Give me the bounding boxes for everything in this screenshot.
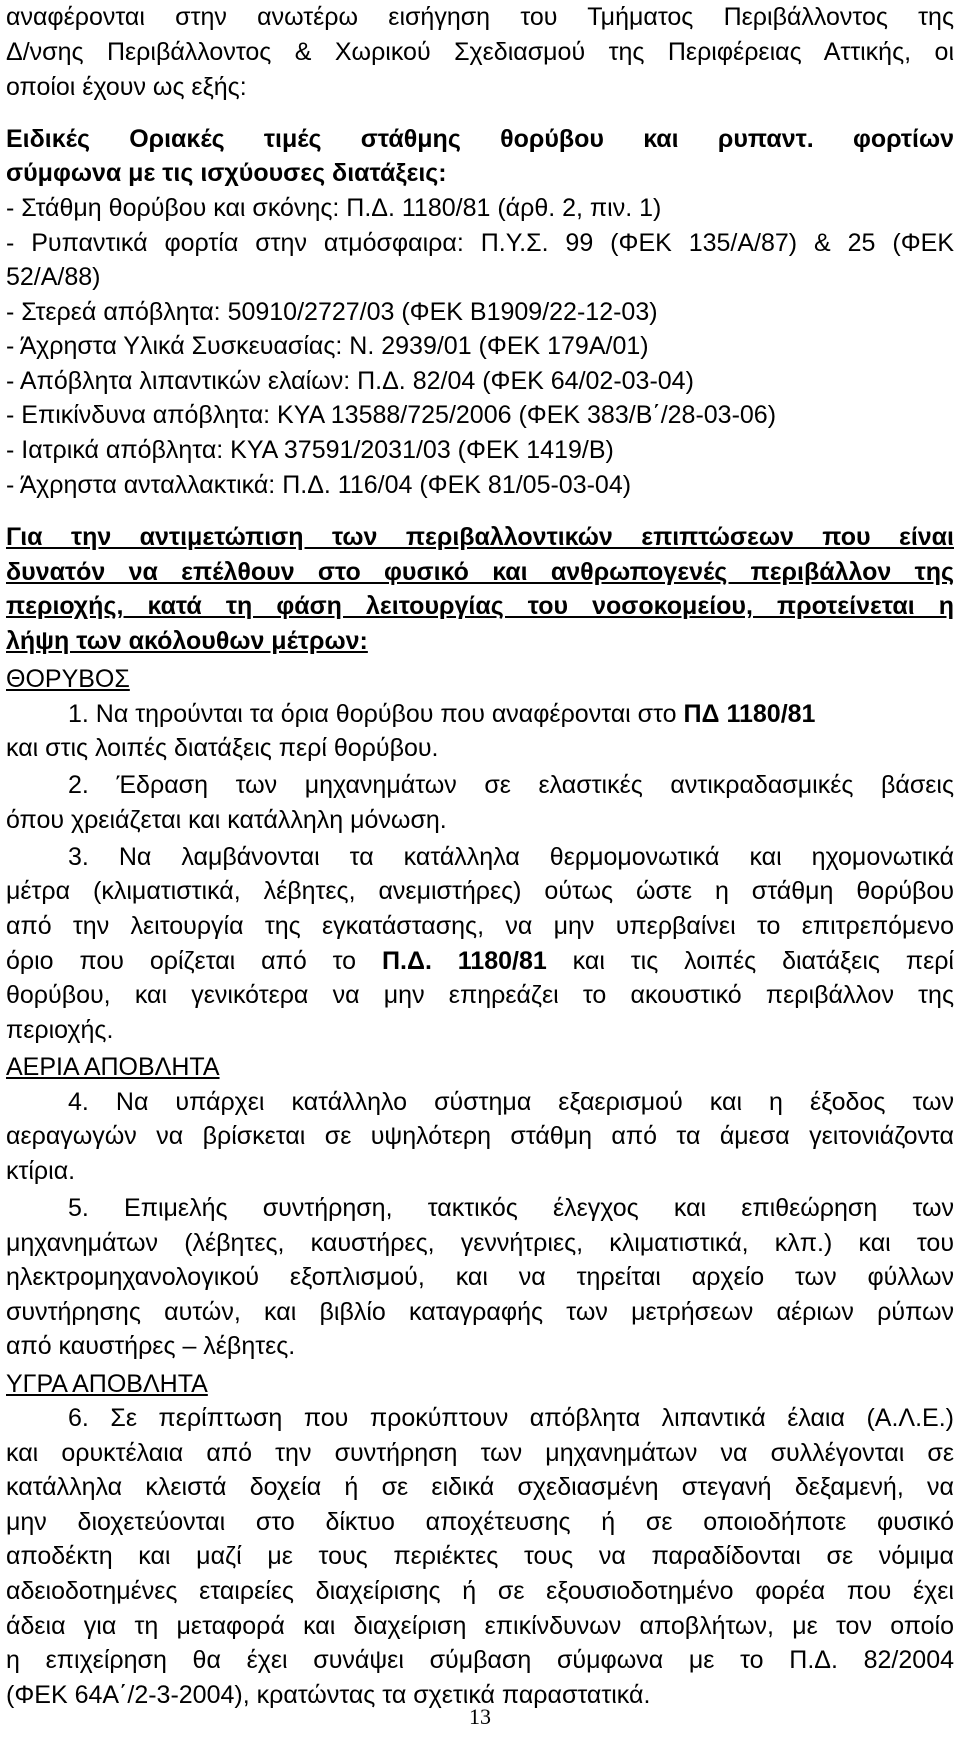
measure-6-line: μην διοχετεύονται στο δίκτυο αποχέτευσης ή σε οποιοδήποτε φυσικό [6, 1508, 954, 1536]
limit-item: - Ιατρικά απόβλητα: ΚΥΑ 37591/2031/03 (ΦΕΚ 1419/Β) [6, 436, 614, 464]
intro-line: οποίοι έχουν ως εξής: [6, 73, 247, 101]
decree-reference: ΠΔ 1180/81 [683, 700, 816, 728]
measures-heading: Για την αντιμετώπιση των περιβαλλοντικών επιπτώσεων που είναι [6, 523, 954, 551]
intro-line: αναφέρονται στην ανωτέρω εισήγηση του Τμήματος Περιβάλλοντος της [6, 3, 954, 31]
section-title-noise: ΘΟΡΥΒΟΣ [6, 665, 130, 693]
limit-item: - Άχρηστα ανταλλακτικά: Π.Δ. 116/04 (ΦΕΚ 81/05-03-04) [6, 471, 632, 499]
measure-4-line: κτίρια. [6, 1157, 76, 1185]
measure-3-text: όριο που ορίζεται από το [6, 947, 382, 975]
measure-1 [6, 699, 954, 729]
limit-item: - Απόβλητα λιπαντικών ελαίων: Π.Δ. 82/04 (ΦΕΚ 64/02-03-04) [6, 367, 694, 395]
measure-5: 5. Επιμελής συντήρηση, τακτικός έλεγχος και επιθεώρηση των [68, 1194, 954, 1222]
measure-1-text: 1. Να τηρούνται τα όρια θορύβου που αναφέρονται στο [68, 700, 684, 728]
measure-6-line: κατάλληλα κλειστά δοχεία ή σε ειδικά σχεδιασμένη στεγανή δεξαμενή, να [6, 1473, 954, 1501]
limits-heading: σύμφωνα με τις ισχύουσες διατάξεις: [6, 159, 447, 187]
measure-4-line: αεραγωγών να βρίσκεται σε υψηλότερη στάθμη από τα άμεσα γειτονιάζοντα [6, 1122, 954, 1150]
measure-5-line: ηλεκτρομηχανολογικού εξοπλισμού, και να τηρείται αρχείο των φύλλων [6, 1263, 954, 1291]
limit-item: - Στάθμη θορύβου και σκόνης: Π.Δ. 1180/81 (άρθ. 2, πιν. 1) [6, 194, 662, 222]
measures-heading: λήψη των ακόλουθων μέτρων: [6, 627, 368, 655]
measure-3-text: και τις λοιπές διατάξεις περί [546, 947, 954, 975]
limit-item: - Στερεά απόβλητα: 50910/2727/03 (ΦΕΚ Β1909/22-12-03) [6, 298, 658, 326]
measures-heading: περιοχής, κατά τη φάση λειτουργίας του νοσοκομείου, προτείνεται η [6, 592, 954, 620]
decree-reference: Π.Δ. 1180/81 [381, 947, 547, 975]
measures-heading: δυνατόν να επέλθουν στο φυσικό και ανθρωπογενές περιβάλλον της [6, 558, 954, 586]
section-title-liquid: ΥΓΡΑ ΑΠΟΒΛΗΤΑ [6, 1370, 208, 1398]
measure-3-line: θορύβου, και γενικότερα να μην επηρεάζει το ακουστικό περιβάλλον της [6, 981, 954, 1009]
measure-6-line: η επιχείρηση θα έχει συνάψει σύμβαση σύμφωνα με το Π.Δ. 82/2004 [6, 1646, 954, 1674]
limit-item: - Ρυπαντικά φορτία στην ατμόσφαιρα: Π.Υ.Σ. 99 (ΦΕΚ 135/Α/87) & 25 (ΦΕΚ [6, 229, 954, 257]
measure-6-line: άδεια για τη μεταφορά και διαχείριση επικίνδυνων αποβλήτων, με τον οποίο [6, 1612, 954, 1640]
measure-5-line: από καυστήρες – λέβητες. [6, 1332, 296, 1360]
measure-2: 2. Έδραση των μηχανημάτων σε ελαστικές αντικραδασμικές βάσεις [68, 771, 954, 799]
measure-3-line: περιοχής. [6, 1016, 114, 1044]
intro-line: Δ/νσης Περιβάλλοντος & Χωρικού Σχεδιασμού της Περιφέρειας Αττικής, οι [6, 38, 954, 66]
measure-6-line: αδειοδοτημένες εταιρείες διαχείρισης ή σε εξουσιοδοτημένο φορέα που έχει [6, 1577, 954, 1605]
measure-6: 6. Σε περίπτωση που προκύπτουν απόβλητα λιπαντικά έλαια (Α.Λ.Ε.) [68, 1404, 954, 1432]
measure-3-line: μέτρα (κλιματιστικά, λέβητες, ανεμιστήρες) ούτως ώστε η στάθμη θορύβου [6, 877, 954, 905]
limit-item: 52/Α/88) [6, 263, 101, 291]
measure-1-line: και στις λοιπές διατάξεις περί θορύβου. [6, 734, 439, 762]
measure-3-line: από την λειτουργία της εγκατάστασης, να μην υπερβαίνει το επιτρεπόμενο [6, 912, 954, 940]
measure-6-line: και ορυκτέλαια από την συντήρηση των μηχανημάτων να συλλέγονται σε [6, 1439, 954, 1467]
measure-5-line: συντήρησης αυτών, και βιβλίο καταγραφής των μετρήσεων αέριων ρύπων [6, 1298, 954, 1326]
measure-3-line [6, 946, 954, 976]
limit-item: - Επικίνδυνα απόβλητα: ΚΥΑ 13588/725/2006 (ΦΕΚ 383/Β΄/28-03-06) [6, 401, 777, 429]
measure-4: 4. Να υπάρχει κατάλληλο σύστημα εξαερισμού και η έξοδος των [68, 1088, 954, 1116]
measure-5-line: μηχανημάτων (λέβητες, καυστήρες, γεννήτριες, κλιματιστικά, κλπ.) και του [6, 1229, 954, 1257]
limit-item: - Άχρηστα Υλικά Συσκευασίας: Ν. 2939/01 (ΦΕΚ 179Α/01) [6, 332, 649, 360]
limits-heading: Ειδικές Οριακές τιμές στάθμης θορύβου και ρυπαντ. φορτίων [6, 125, 954, 153]
page-number: 13 [469, 1704, 491, 1729]
measure-6-line: αποδέκτη και μαζί με τους περιέκτες τους να παραδίδονται σε νόμιμα [6, 1542, 954, 1570]
measure-3: 3. Να λαμβάνονται τα κατάλληλα θερμομονωτικά και ηχομονωτικά [68, 843, 954, 871]
measure-6-line: (ΦΕΚ 64Α΄/2-3-2004), κρατώντας τα σχετικά παραστατικά. [6, 1681, 651, 1709]
measure-2-line: όπου χρειάζεται και κατάλληλη μόνωση. [6, 806, 447, 834]
section-title-air: ΑΕΡΙΑ ΑΠΟΒΛΗΤΑ [6, 1053, 220, 1081]
